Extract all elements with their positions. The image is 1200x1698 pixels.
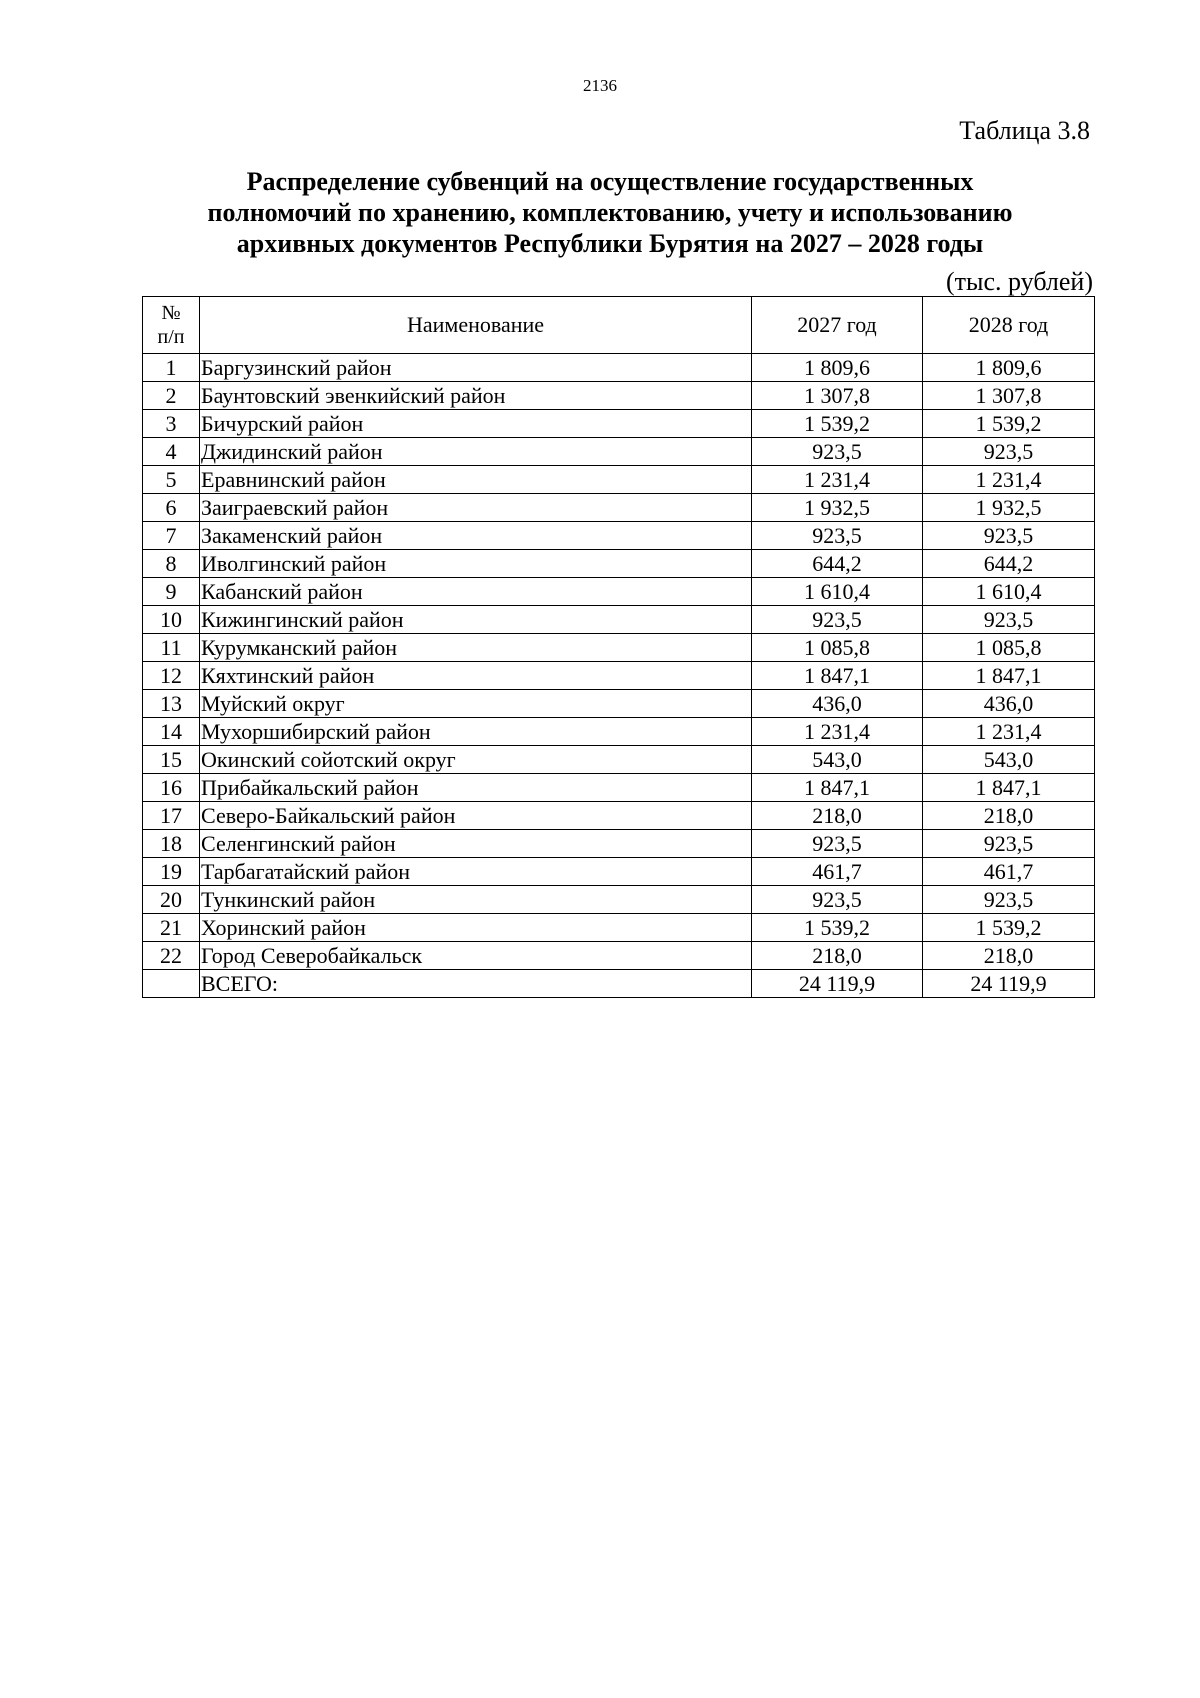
row-value-2028: 1 231,4 (923, 466, 1095, 494)
row-value-2028: 1 847,1 (923, 774, 1095, 802)
title-line-1: Распределение субвенций на осуществление государственных (246, 167, 974, 196)
row-value-2028: 1 539,2 (923, 914, 1095, 942)
row-name: Северо-Байкальский район (200, 802, 752, 830)
row-number: 18 (143, 830, 200, 858)
table-row (143, 634, 1095, 662)
row-value-2027: 1 539,2 (752, 914, 923, 942)
table-row (143, 662, 1095, 690)
header-name: Наименование (200, 297, 752, 354)
row-number: 4 (143, 438, 200, 466)
row-value-2027: 218,0 (752, 942, 923, 970)
row-value-2027: 923,5 (752, 830, 923, 858)
row-value-2027: 923,5 (752, 438, 923, 466)
header-year-2028: 2028 год (923, 297, 1095, 354)
row-number: 15 (143, 746, 200, 774)
row-value-2027: 1 847,1 (752, 662, 923, 690)
row-name: Закаменский район (200, 522, 752, 550)
row-value-2027: 218,0 (752, 802, 923, 830)
row-value-2028: 923,5 (923, 438, 1095, 466)
row-number: 3 (143, 410, 200, 438)
table-row (143, 746, 1095, 774)
row-name: Мухоршибирский район (200, 718, 752, 746)
row-value-2027: 1 539,2 (752, 410, 923, 438)
row-value-2028: 1 932,5 (923, 494, 1095, 522)
table-row (143, 438, 1095, 466)
row-number: 1 (143, 354, 200, 382)
row-number: 19 (143, 858, 200, 886)
subvention-table (142, 296, 1095, 998)
header-number (143, 297, 200, 354)
row-value-2028: 461,7 (923, 858, 1095, 886)
row-value-2028: 1 085,8 (923, 634, 1095, 662)
row-name: Селенгинский район (200, 830, 752, 858)
row-value-2028: 543,0 (923, 746, 1095, 774)
row-number: 8 (143, 550, 200, 578)
row-name: Окинский сойотский округ (200, 746, 752, 774)
row-value-2027: 461,7 (752, 858, 923, 886)
row-value-2027: 923,5 (752, 606, 923, 634)
row-value-2027: 644,2 (752, 550, 923, 578)
row-name: Бичурский район (200, 410, 752, 438)
header-row (143, 297, 1095, 354)
row-value-2027: 923,5 (752, 522, 923, 550)
row-value-2028: 923,5 (923, 886, 1095, 914)
total-value-2027: 24 119,9 (752, 970, 923, 998)
table-row (143, 382, 1095, 410)
row-value-2027: 1 231,4 (752, 718, 923, 746)
row-name: Баргузинский район (200, 354, 752, 382)
row-name: Заиграевский район (200, 494, 752, 522)
row-value-2028: 1 539,2 (923, 410, 1095, 438)
table-row (143, 802, 1095, 830)
row-value-2028: 1 307,8 (923, 382, 1095, 410)
row-name: Иволгинский район (200, 550, 752, 578)
total-value-2028: 24 119,9 (923, 970, 1095, 998)
row-number: 21 (143, 914, 200, 942)
total-number (143, 970, 200, 998)
row-name: Прибайкальский район (200, 774, 752, 802)
row-number: 13 (143, 690, 200, 718)
row-number: 22 (143, 942, 200, 970)
table-row (143, 606, 1095, 634)
row-name: Джидинский район (200, 438, 752, 466)
units-label: (тыс. рублей) (945, 267, 1093, 296)
row-name: Кяхтинский район (200, 662, 752, 690)
row-number: 10 (143, 606, 200, 634)
row-number: 9 (143, 578, 200, 606)
row-value-2027: 1 809,6 (752, 354, 923, 382)
table-label: Таблица 3.8 (959, 116, 1090, 145)
row-value-2028: 218,0 (923, 942, 1095, 970)
table-row (143, 690, 1095, 718)
row-value-2028: 923,5 (923, 830, 1095, 858)
total-name: ВСЕГО: (200, 970, 752, 998)
row-value-2027: 1 307,8 (752, 382, 923, 410)
row-name: Курумканский район (200, 634, 752, 662)
row-number: 7 (143, 522, 200, 550)
row-number: 12 (143, 662, 200, 690)
table-row (143, 522, 1095, 550)
table-body (143, 354, 1095, 998)
row-number: 20 (143, 886, 200, 914)
row-value-2028: 1 847,1 (923, 662, 1095, 690)
row-name: Тарбагатайский район (200, 858, 752, 886)
row-value-2027: 1 932,5 (752, 494, 923, 522)
table-header (143, 297, 1095, 354)
row-number: 17 (143, 802, 200, 830)
row-number: 5 (143, 466, 200, 494)
table-row (143, 550, 1095, 578)
page-number: 2136 (583, 76, 617, 95)
table-row (143, 578, 1095, 606)
row-name: Город Северобайкальск (200, 942, 752, 970)
table-row (143, 466, 1095, 494)
row-name: Хоринский район (200, 914, 752, 942)
row-value-2027: 1 085,8 (752, 634, 923, 662)
row-value-2028: 1 231,4 (923, 718, 1095, 746)
row-value-2028: 1 610,4 (923, 578, 1095, 606)
table-row (143, 718, 1095, 746)
row-value-2028: 923,5 (923, 606, 1095, 634)
row-number: 2 (143, 382, 200, 410)
row-number: 6 (143, 494, 200, 522)
row-name: Тункинский район (200, 886, 752, 914)
row-value-2028: 644,2 (923, 550, 1095, 578)
row-value-2028: 218,0 (923, 802, 1095, 830)
table-row (143, 914, 1095, 942)
document-title (140, 166, 1080, 259)
title-line-3: архивных документов Республики Бурятия на 2027 – 2028 годы (236, 229, 984, 258)
row-number: 14 (143, 718, 200, 746)
table-row (143, 942, 1095, 970)
row-value-2027: 1 231,4 (752, 466, 923, 494)
table-row (143, 354, 1095, 382)
header-number-line2: п/п (157, 326, 185, 348)
row-name: Муйский округ (200, 690, 752, 718)
row-value-2028: 436,0 (923, 690, 1095, 718)
row-name: Кабанский район (200, 578, 752, 606)
header-year-2027: 2027 год (752, 297, 923, 354)
row-value-2027: 543,0 (752, 746, 923, 774)
total-row (143, 970, 1095, 998)
row-name: Баунтовский эвенкийский район (200, 382, 752, 410)
row-number: 16 (143, 774, 200, 802)
header-number-line1: № (161, 302, 181, 324)
table-row (143, 858, 1095, 886)
table-row (143, 494, 1095, 522)
row-value-2027: 1 847,1 (752, 774, 923, 802)
table-row (143, 774, 1095, 802)
row-name: Еравнинский район (200, 466, 752, 494)
row-name: Кижингинский район (200, 606, 752, 634)
row-value-2028: 1 809,6 (923, 354, 1095, 382)
table-row (143, 886, 1095, 914)
title-line-2: полномочий по хранению, комплектованию, учету и использованию (207, 198, 1013, 227)
row-value-2028: 923,5 (923, 522, 1095, 550)
table-row (143, 410, 1095, 438)
row-value-2027: 436,0 (752, 690, 923, 718)
table-row (143, 830, 1095, 858)
row-value-2027: 923,5 (752, 886, 923, 914)
row-value-2027: 1 610,4 (752, 578, 923, 606)
row-number: 11 (143, 634, 200, 662)
